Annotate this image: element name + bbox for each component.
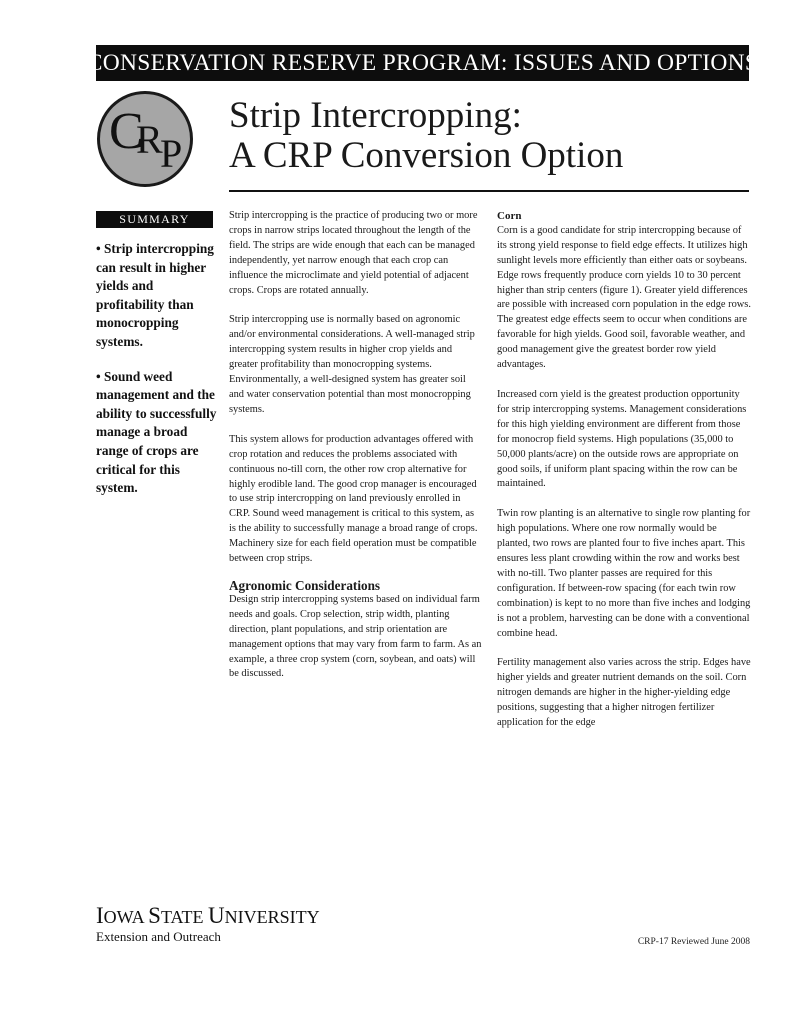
paragraph: Fertility management also varies across the strip. Edges have higher yields and greater nutrient demands on the soil. Corn nitrogen demands are higher in the higher-yielding edge positions, suggesting that a higher nitrogen fertilizer application for the edge [497, 657, 751, 729]
summary-bullet-2: • Sound weed management and the ability to successfully manage a broad range of crops are critical for this system. [96, 368, 217, 496]
agronomic-heading: Agronomic Considerations [229, 577, 381, 593]
publication-info: CRP-17 Reviewed June 2008 [637, 937, 750, 947]
isu-part: OWA [103, 907, 149, 927]
title-line-1: Strip Intercropping: [229, 95, 522, 136]
isu-letter: S [148, 903, 161, 928]
isu-letter: U [208, 903, 225, 928]
body-column-1 [229, 209, 482, 697]
paragraph: Increased corn yield is the greatest production opportunity for strip intercropping systems. Management considerations for this high yielding environment are different from those for monocrop field systems. High populations (35,000 to 50,000 plants/acre) on the outside rows are appropriate on good soils, if uniform plant spacing within the row can be maintained. [497, 388, 747, 490]
paragraph: Strip intercropping use is normally based on agronomic and/or environmental considerations. A well-managed strip intercropping system results in higher crop yields and greater profitability than monocropping systems. Environmentally, a well-designed system has greater soil and water conservation potential than most monocropping systems. [229, 314, 475, 415]
paragraph: Twin row planting is an alternative to single row planting for high populations. Where one row normally would be planted, two rows are planted four to five inches apart. This ensures less plant crowding within the row and works best with no-till. Two planter passes are required for this configuration. If between-row spacing (for each twin row combination) is kept to no more than five inches and lodging is not a problem, harvesting can be done with a conventional combine head. [497, 508, 751, 639]
paragraph: Strip intercropping is the practice of producing two or more crops in narrow strips located throughout the length of the field. The strips are wide enough that each can be managed independently, yet narrow enough that each crop can influence the microclimate and yield potential of adjacent crops. Crops are rotated annually. [229, 210, 478, 296]
title-divider [229, 190, 749, 192]
summary-sidebar [96, 240, 218, 514]
corn-heading: Corn [497, 210, 522, 222]
logo-letter-r: R [136, 117, 163, 162]
summary-label: SUMMARY [96, 211, 213, 228]
logo-letter-c: C [109, 103, 144, 160]
paragraph: Design strip intercropping systems based on individual farm needs and goals. Crop selection, strip width, planting direction, plant populations, and strip orientation are management options that may vary from farm to farm. As an example, a three crop system (corn, soybean, and oats) will be discussed. [229, 593, 482, 680]
isu-wordmark [96, 903, 320, 928]
isu-part: NIVERSITY [224, 907, 320, 927]
isu-part: TATE [160, 907, 209, 927]
paragraph: Corn is a good candidate for strip intercropping because of its strong yield response to field edge effects. It utilizes high sunlight levels more efficiently than either oats or soybeans. Edge rows frequently produce corn yields 10 to 30 percent higher than strip centers (figure 1). Greater yield differences are possible with increased corn population in the edge rows. The greatest edge effects seem to occur when conditions are favorable for high yields. Good soil, favorable weather, and good management give the greatest border row yield advantages. [497, 224, 751, 371]
crp-logo [97, 91, 193, 187]
body-column-2 [497, 209, 751, 746]
series-banner: CONSERVATION RESERVE PROGRAM: ISSUES AND OPTIONS [96, 45, 749, 81]
paragraph: This system allows for production advantages offered with crop rotation and reduces the problems associated with continuous no-till corn, the other row crop alternative for highly erodible land. The good crop manager is encouraged to use strip intercropping on land previously enrolled in CRP. Sound weed management is critical to this system, as is the ability to successfully manage a broad range of crops. Machinery size for each field operation must be compatible between crop strips. [229, 433, 478, 565]
logo-letter-p: P [160, 131, 183, 176]
isu-letter: I [96, 903, 104, 928]
isu-subtitle: Extension and Outreach [96, 929, 221, 944]
title-line-2: A CRP Conversion Option [229, 135, 624, 176]
summary-bullet-1: • Strip intercropping can result in higher yields and profitability than monocropping systems. [96, 241, 214, 349]
page-title [229, 96, 623, 176]
